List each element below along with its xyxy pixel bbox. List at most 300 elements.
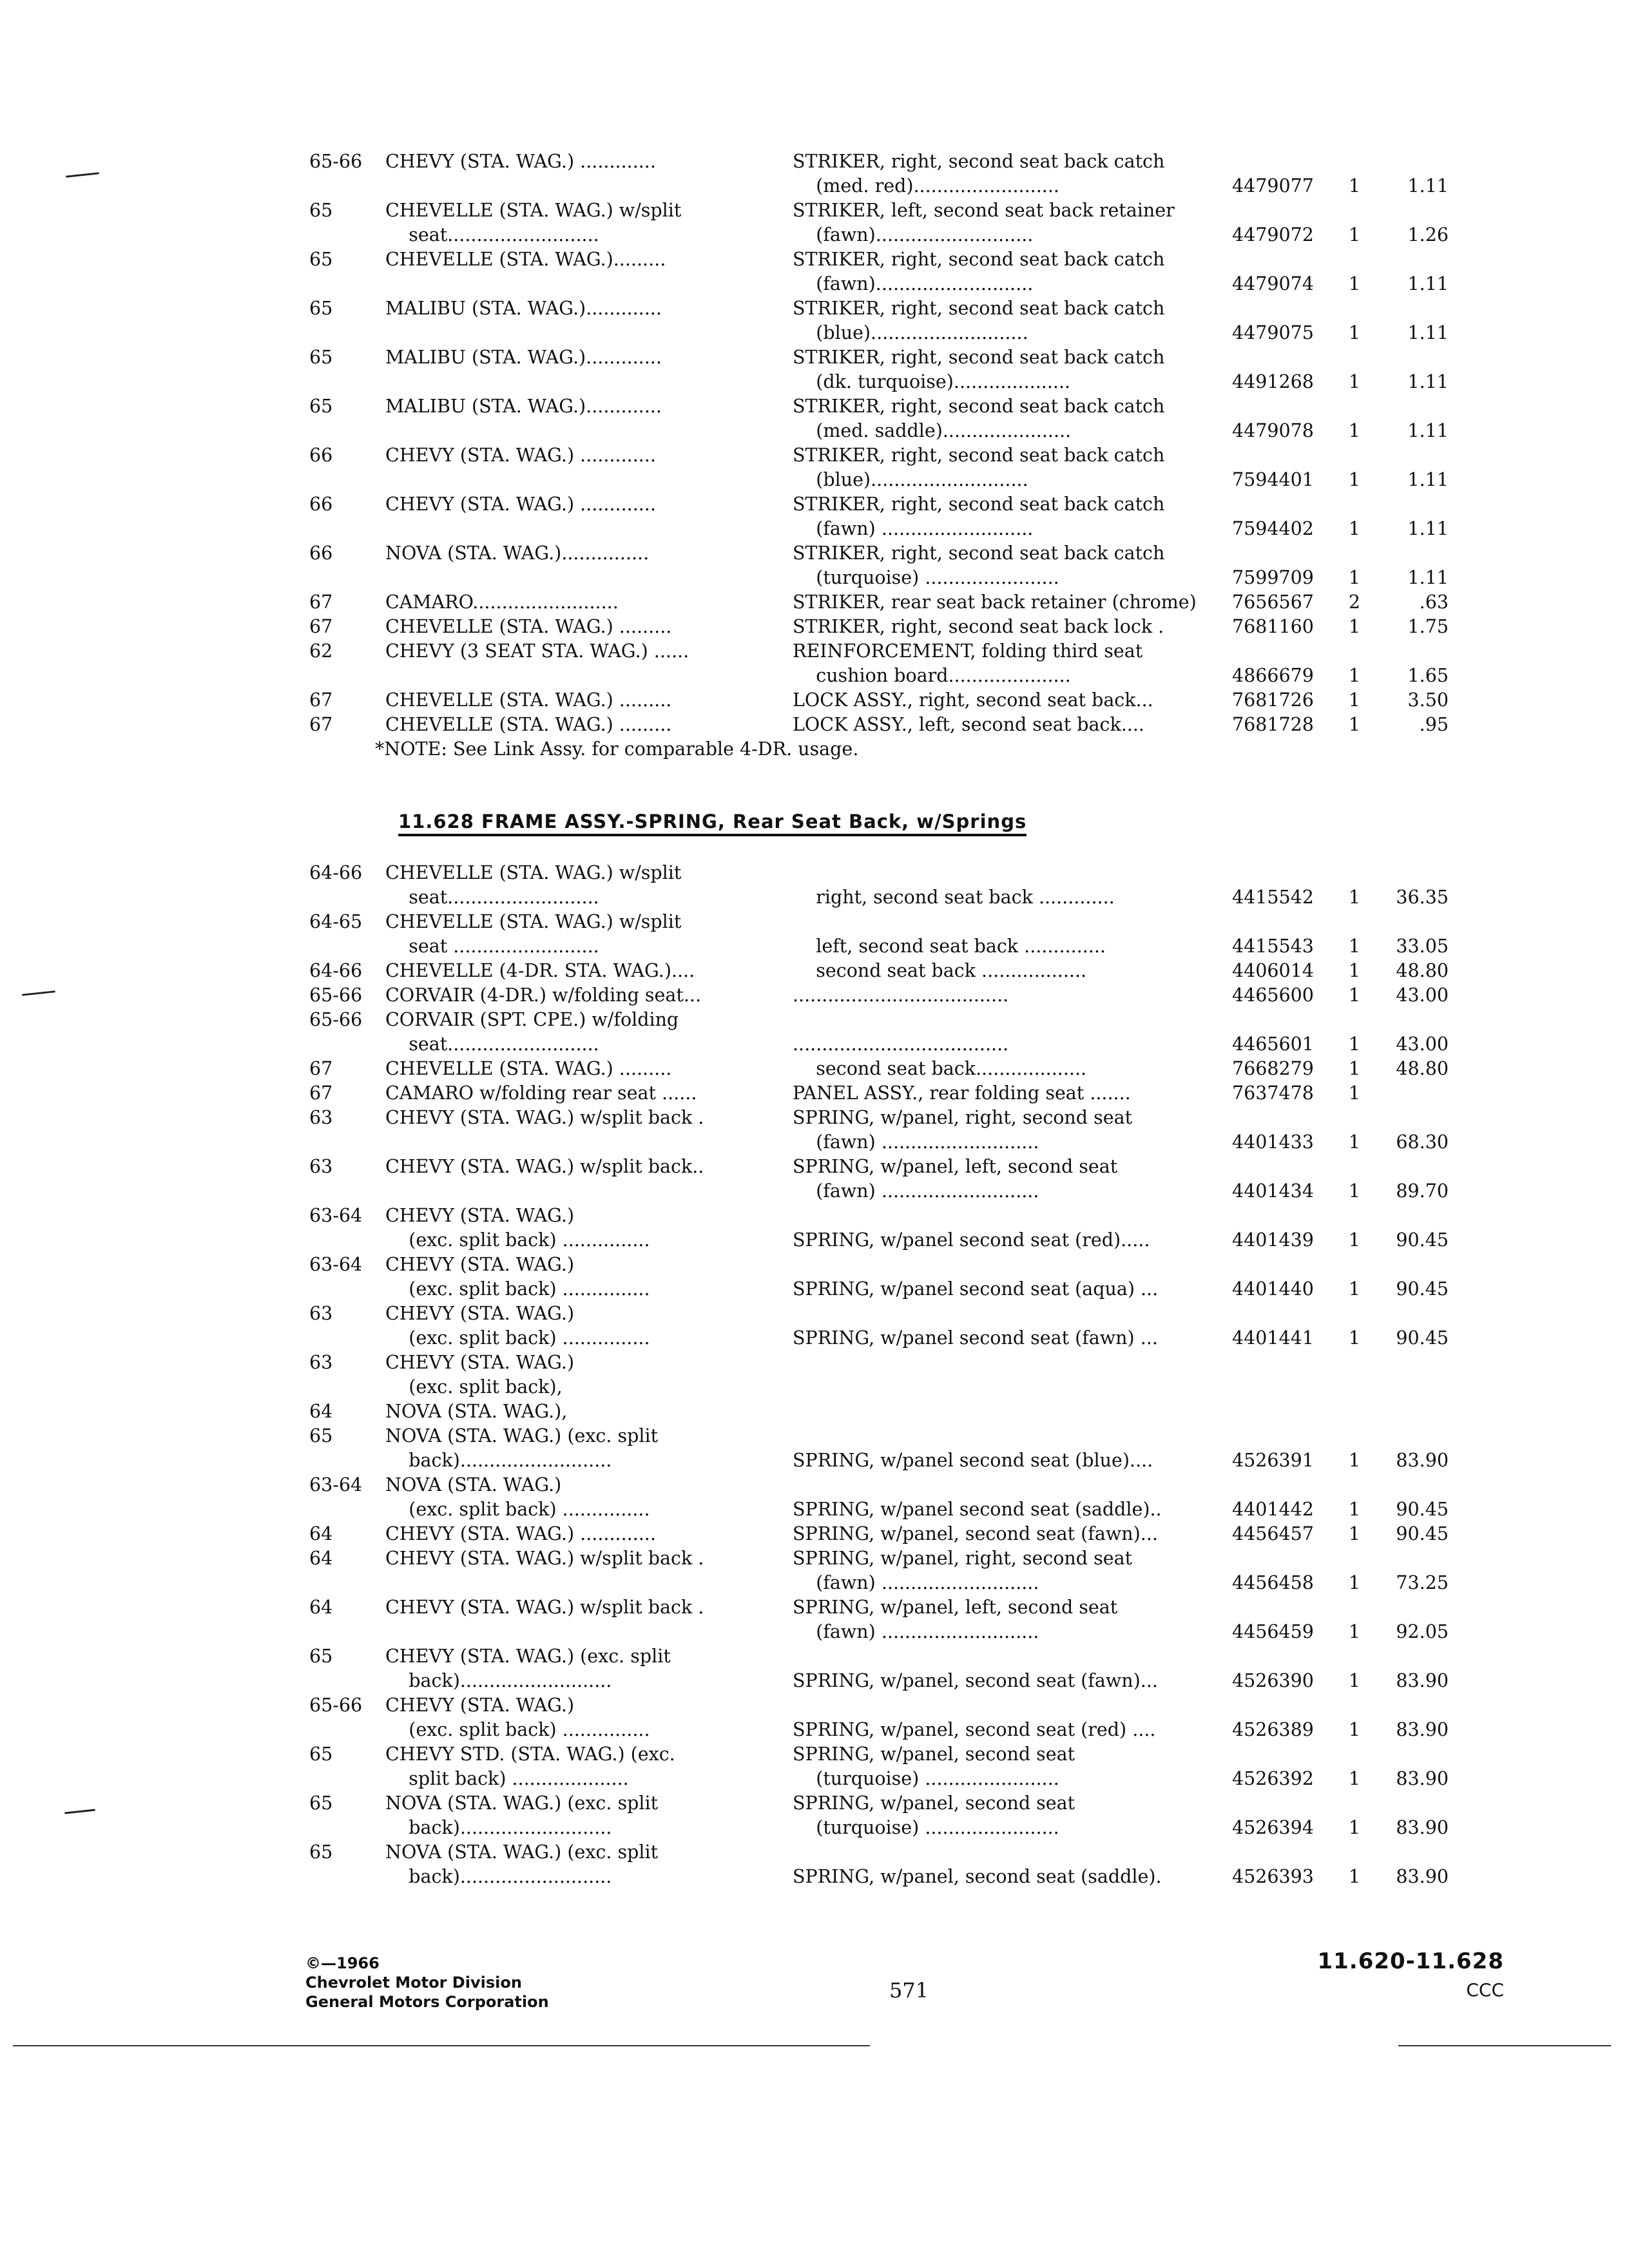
part-number: 4456457	[1232, 1523, 1314, 1544]
price: 83.90	[1396, 1768, 1449, 1789]
part-description: (fawn) ...........................	[793, 1572, 1039, 1593]
division-line: Chevrolet Motor Division	[305, 1974, 522, 1992]
model-name: back)..........................	[385, 1670, 612, 1691]
table-row	[308, 517, 1487, 541]
price: 3.50	[1407, 689, 1449, 711]
table-row	[308, 1693, 1487, 1718]
table-row	[308, 1644, 1487, 1669]
part-number: 4526393	[1232, 1866, 1314, 1887]
model-name: seat .........................	[385, 936, 599, 957]
part-number: 7594402	[1232, 518, 1314, 539]
price: 1.11	[1407, 322, 1449, 343]
model-year: 63-64	[309, 1254, 363, 1275]
table-row	[308, 223, 1487, 247]
table-row	[308, 1767, 1487, 1791]
quantity: 1	[1348, 689, 1361, 711]
table-row	[308, 1620, 1487, 1644]
model-year: 66	[309, 543, 333, 564]
price: 43.00	[1396, 1033, 1449, 1055]
model-name: (exc. split back) ...............	[385, 1719, 650, 1740]
parts-list-section-2	[308, 861, 1487, 1889]
model-year: 64	[309, 1401, 333, 1422]
quantity: 1	[1348, 371, 1361, 392]
table-row	[308, 1008, 1487, 1032]
table-row	[308, 1448, 1487, 1473]
model-year: 65-66	[309, 151, 363, 172]
part-description: (fawn)...........................	[793, 273, 1034, 294]
price: 90.45	[1396, 1499, 1449, 1520]
part-description: SPRING, w/panel, second seat (saddle).	[793, 1866, 1162, 1887]
model-year: 67	[309, 591, 333, 613]
price: 92.05	[1396, 1621, 1449, 1642]
table-row	[308, 394, 1487, 419]
model-name: (exc. split back) ...............	[385, 1278, 650, 1300]
part-description: SPRING, w/panel second seat (blue)....	[793, 1450, 1153, 1471]
margin-mark	[22, 990, 55, 995]
part-number: 4415542	[1232, 887, 1314, 908]
part-description: (fawn)...........................	[793, 224, 1034, 245]
model-year: 65	[309, 1425, 333, 1446]
table-row	[308, 1399, 1487, 1424]
model-year: 65	[309, 396, 333, 417]
price: 1.11	[1407, 273, 1449, 294]
part-description: STRIKER, right, second seat back catch	[793, 494, 1165, 515]
model-name: CHEVELLE (STA. WAG.) .........	[385, 616, 672, 637]
part-number: 4401434	[1232, 1180, 1314, 1202]
model-year: 63-64	[309, 1474, 363, 1495]
table-row	[308, 321, 1487, 345]
table-row	[308, 1326, 1487, 1350]
part-description: second seat back ..................	[793, 960, 1087, 981]
table-row	[308, 1791, 1487, 1816]
model-name: CHEVY (STA. WAG.) w/split back..	[385, 1156, 704, 1177]
part-number: 4456458	[1232, 1572, 1314, 1593]
part-description: (fawn) ...........................	[793, 1180, 1039, 1202]
model-name: CHEVY (STA. WAG.) .............	[385, 445, 656, 466]
part-description: SPRING, w/panel second seat (fawn) ...	[793, 1327, 1158, 1349]
quantity: 1	[1348, 1327, 1361, 1349]
model-year: 67	[309, 1058, 333, 1079]
part-description: (fawn) ..........................	[793, 518, 1034, 539]
price: 1.11	[1407, 469, 1449, 490]
table-row	[308, 174, 1487, 198]
table-row	[308, 296, 1487, 321]
model-year: 63	[309, 1303, 333, 1324]
part-description: SPRING, w/panel second seat (red).....	[793, 1229, 1150, 1251]
quantity: 1	[1348, 469, 1361, 490]
model-year: 67	[309, 616, 333, 637]
price: 1.11	[1407, 518, 1449, 539]
quantity: 1	[1348, 665, 1361, 686]
table-row	[308, 688, 1487, 713]
table-row	[308, 861, 1487, 885]
table-row	[308, 910, 1487, 934]
part-description: .....................................	[793, 1033, 1009, 1055]
part-number: 7681160	[1232, 616, 1314, 637]
part-number: 4479078	[1232, 420, 1314, 441]
model-name: CHEVELLE (STA. WAG.) w/split	[385, 862, 682, 883]
model-name: CHEVELLE (STA. WAG.) w/split	[385, 911, 682, 932]
table-row	[308, 1865, 1487, 1889]
model-name: CORVAIR (4-DR.) w/folding seat...	[385, 985, 701, 1006]
price: 1.26	[1407, 224, 1449, 245]
quantity: 1	[1348, 1058, 1361, 1079]
part-number: 4401441	[1232, 1327, 1314, 1349]
table-row	[308, 1522, 1487, 1546]
model-year: 63-64	[309, 1205, 363, 1226]
table-row	[308, 615, 1487, 639]
model-name: (exc. split back),	[385, 1376, 563, 1398]
margin-mark	[66, 172, 99, 177]
model-year: 65-66	[309, 1695, 363, 1716]
model-name: CHEVY (STA. WAG.)	[385, 1205, 575, 1226]
quantity: 1	[1348, 420, 1361, 441]
part-number: 4479072	[1232, 224, 1314, 245]
part-description: SPRING, w/panel, second seat	[793, 1744, 1075, 1765]
table-row	[308, 664, 1487, 688]
table-row	[308, 1424, 1487, 1448]
model-year: 64-66	[309, 862, 363, 883]
model-year: 65-66	[309, 985, 363, 1006]
price: .63	[1419, 591, 1449, 613]
model-year: 65	[309, 249, 333, 270]
model-year: 65	[309, 1646, 333, 1667]
quantity: 1	[1348, 224, 1361, 245]
model-name: CHEVELLE (STA. WAG.) .........	[385, 1058, 672, 1079]
price: 90.45	[1396, 1229, 1449, 1251]
model-name: MALIBU (STA. WAG.).............	[385, 347, 662, 368]
model-year: 67	[309, 689, 333, 711]
model-year: 62	[309, 640, 333, 662]
table-row	[308, 1057, 1487, 1081]
part-number: 4526394	[1232, 1817, 1314, 1838]
part-number: 4401442	[1232, 1499, 1314, 1520]
part-description: (turquoise) .......................	[793, 567, 1059, 588]
table-row	[308, 345, 1487, 370]
quantity: 2	[1348, 591, 1361, 613]
part-number: 4465600	[1232, 985, 1314, 1006]
quantity: 1	[1348, 616, 1361, 637]
model-name: back)..........................	[385, 1817, 612, 1838]
model-name: CHEVY (STA. WAG.)	[385, 1303, 575, 1324]
part-number: 4465601	[1232, 1033, 1314, 1055]
table-row	[308, 959, 1487, 983]
table-row	[308, 1742, 1487, 1767]
part-number: 4526390	[1232, 1670, 1314, 1691]
price: 1.11	[1407, 175, 1449, 197]
page-number: 571	[889, 1978, 929, 2003]
table-row	[308, 1473, 1487, 1497]
model-name: NOVA (STA. WAG.),	[385, 1401, 568, 1422]
price: 90.45	[1396, 1327, 1449, 1349]
model-name: NOVA (STA. WAG.)...............	[385, 543, 650, 564]
part-description: (med. saddle)......................	[793, 420, 1072, 441]
model-year: 65-66	[309, 1009, 363, 1030]
model-name: CHEVY (STA. WAG.) .............	[385, 494, 656, 515]
quantity: 1	[1348, 322, 1361, 343]
model-year: 64-65	[309, 911, 363, 932]
price: 90.45	[1396, 1523, 1449, 1544]
model-year: 65	[309, 347, 333, 368]
quantity: 1	[1348, 1229, 1361, 1251]
model-name: CHEVY (STA. WAG.) w/split back .	[385, 1548, 704, 1569]
table-row	[308, 370, 1487, 394]
part-description: SPRING, w/panel, second seat (fawn)...	[793, 1670, 1158, 1691]
model-year: 65	[309, 1841, 333, 1863]
part-number: 4456459	[1232, 1621, 1314, 1642]
price: 33.05	[1396, 936, 1449, 957]
model-year: 65	[309, 298, 333, 319]
model-name: CHEVY (3 SEAT STA. WAG.) ......	[385, 640, 689, 662]
part-description: SPRING, w/panel, left, second seat	[793, 1156, 1118, 1177]
part-description: (blue)...........................	[793, 322, 1028, 343]
model-name: CHEVELLE (4-DR. STA. WAG.)....	[385, 960, 695, 981]
part-description: STRIKER, right, second seat back catch	[793, 543, 1165, 564]
table-row	[308, 934, 1487, 959]
part-description: SPRING, w/panel second seat (saddle)..	[793, 1499, 1162, 1520]
model-name: CHEVELLE (STA. WAG.) w/split	[385, 200, 682, 221]
price: 1.75	[1407, 616, 1449, 637]
table-row	[308, 149, 1487, 174]
price: 48.80	[1396, 960, 1449, 981]
part-number: 7681728	[1232, 714, 1314, 735]
part-description: STRIKER, right, second seat back lock .	[793, 616, 1164, 637]
model-name: CHEVELLE (STA. WAG.) .........	[385, 714, 672, 735]
quantity: 1	[1348, 1572, 1361, 1593]
model-name: CHEVY (STA. WAG.) .............	[385, 1523, 656, 1544]
part-description: STRIKER, right, second seat back catch	[793, 445, 1165, 466]
model-name: back)..........................	[385, 1450, 612, 1471]
quantity: 1	[1348, 1768, 1361, 1789]
table-row	[308, 1081, 1487, 1106]
model-year: 66	[309, 494, 333, 515]
model-name: CHEVY (STA. WAG.)	[385, 1254, 575, 1275]
table-row	[308, 590, 1487, 615]
model-name: CHEVY (STA. WAG.) (exc. split	[385, 1646, 671, 1667]
table-row	[308, 983, 1487, 1008]
model-year: 63	[309, 1352, 333, 1373]
part-description: SPRING, w/panel, right, second seat	[793, 1107, 1133, 1128]
part-number: 4401439	[1232, 1229, 1314, 1251]
table-row	[308, 1840, 1487, 1865]
table-row	[308, 1350, 1487, 1375]
model-name: NOVA (STA. WAG.) (exc. split	[385, 1425, 659, 1446]
price: 36.35	[1396, 887, 1449, 908]
quantity: 1	[1348, 1719, 1361, 1740]
table-row	[308, 1669, 1487, 1693]
quantity: 1	[1348, 1621, 1361, 1642]
part-description: cushion board.....................	[793, 665, 1071, 686]
part-description: second seat back...................	[793, 1058, 1087, 1079]
part-number: 4491268	[1232, 371, 1314, 392]
quantity: 1	[1348, 936, 1361, 957]
parts-list-section-1	[308, 149, 1487, 762]
model-name: CAMARO.........................	[385, 591, 619, 613]
model-name: MALIBU (STA. WAG.).............	[385, 298, 662, 319]
model-name: CHEVY (STA. WAG.) w/split back .	[385, 1597, 704, 1618]
price: 1.11	[1407, 420, 1449, 441]
part-description: SPRING, w/panel, left, second seat	[793, 1597, 1118, 1618]
table-row	[308, 443, 1487, 468]
table-row	[308, 468, 1487, 492]
quantity: 1	[1348, 1278, 1361, 1300]
part-description: (dk. turquoise)....................	[793, 371, 1071, 392]
model-year: 64	[309, 1523, 333, 1544]
table-row	[308, 1816, 1487, 1840]
part-description: STRIKER, right, second seat back catch	[793, 298, 1165, 319]
part-description: STRIKER, right, second seat back catch	[793, 396, 1165, 417]
part-number: 4401433	[1232, 1131, 1314, 1153]
model-name: NOVA (STA. WAG.) (exc. split	[385, 1841, 659, 1863]
price: 83.90	[1396, 1719, 1449, 1740]
part-description: (turquoise) .......................	[793, 1768, 1059, 1789]
part-description: left, second seat back ..............	[793, 936, 1106, 957]
model-name: CHEVELLE (STA. WAG.) .........	[385, 689, 672, 711]
quantity: 1	[1348, 887, 1361, 908]
price: 48.80	[1396, 1058, 1449, 1079]
model-name: NOVA (STA. WAG.)	[385, 1474, 562, 1495]
model-year: 63	[309, 1107, 333, 1128]
footer-rule-right	[1398, 2045, 1611, 2046]
part-description: STRIKER, rear seat back retainer (chrome)	[793, 591, 1197, 613]
model-year: 65	[309, 1744, 333, 1765]
table-row	[308, 1155, 1487, 1179]
table-row	[308, 198, 1487, 223]
model-year: 67	[309, 1082, 333, 1104]
quantity: 1	[1348, 1670, 1361, 1691]
part-number: 7594401	[1232, 469, 1314, 490]
model-name: MALIBU (STA. WAG.).............	[385, 396, 662, 417]
model-name: CORVAIR (SPT. CPE.) w/folding	[385, 1009, 679, 1030]
table-row	[308, 541, 1487, 566]
part-description: right, second seat back .............	[793, 887, 1115, 908]
part-description: (med. red).........................	[793, 175, 1059, 197]
table-row	[308, 1571, 1487, 1595]
model-year: 67	[309, 714, 333, 735]
table-row	[308, 1032, 1487, 1057]
table-row	[308, 1130, 1487, 1155]
part-description: SPRING, w/panel, right, second seat	[793, 1548, 1133, 1569]
price: 1.11	[1407, 567, 1449, 588]
quantity: 1	[1348, 1082, 1361, 1104]
price: 68.30	[1396, 1131, 1449, 1153]
table-row	[308, 419, 1487, 443]
part-number: 4479075	[1232, 322, 1314, 343]
model-name: CHEVY (STA. WAG.)	[385, 1695, 575, 1716]
quantity: 1	[1348, 960, 1361, 981]
part-number: 4479077	[1232, 175, 1314, 197]
part-number: 4415543	[1232, 936, 1314, 957]
table-row	[308, 885, 1487, 910]
part-number: 7668279	[1232, 1058, 1314, 1079]
part-description: STRIKER, left, second seat back retainer	[793, 200, 1175, 221]
table-row	[308, 1546, 1487, 1571]
part-number: 4401440	[1232, 1278, 1314, 1300]
part-description: (fawn) ...........................	[793, 1621, 1039, 1642]
part-description: STRIKER, right, second seat back catch	[793, 151, 1165, 172]
part-number: 4526392	[1232, 1768, 1314, 1789]
part-description: SPRING, w/panel, second seat (red) ....	[793, 1719, 1156, 1740]
part-number: 4526389	[1232, 1719, 1314, 1740]
table-row	[308, 1228, 1487, 1253]
model-year: 65	[309, 1792, 333, 1814]
quantity: 1	[1348, 518, 1361, 539]
price: 83.90	[1396, 1670, 1449, 1691]
part-description: SPRING, w/panel second seat (aqua) ...	[793, 1278, 1159, 1300]
part-description: PANEL ASSY., rear folding seat .......	[793, 1082, 1131, 1104]
table-row	[308, 1375, 1487, 1399]
quantity: 1	[1348, 1450, 1361, 1471]
part-description: STRIKER, right, second seat back catch	[793, 347, 1165, 368]
part-description: (fawn) ...........................	[793, 1131, 1039, 1153]
table-row	[308, 1179, 1487, 1204]
price: 83.90	[1396, 1866, 1449, 1887]
table-row	[308, 1253, 1487, 1277]
margin-mark	[64, 1809, 95, 1814]
part-description: LOCK ASSY., left, second seat back....	[793, 714, 1144, 735]
model-name: seat..........................	[385, 1033, 599, 1055]
table-row	[308, 1718, 1487, 1742]
part-number: 4479074	[1232, 273, 1314, 294]
part-description: (turquoise) .......................	[793, 1817, 1059, 1838]
model-name: CHEVY (STA. WAG.) .............	[385, 151, 656, 172]
quantity: 1	[1348, 985, 1361, 1006]
model-name: CAMARO w/folding rear seat ......	[385, 1082, 697, 1104]
quantity: 1	[1348, 1033, 1361, 1055]
price: 89.70	[1396, 1180, 1449, 1202]
quantity: 1	[1348, 273, 1361, 294]
quantity: 1	[1348, 1817, 1361, 1838]
price: 83.90	[1396, 1450, 1449, 1471]
model-name: (exc. split back) ...............	[385, 1499, 650, 1520]
part-description: SPRING, w/panel, second seat (fawn)...	[793, 1523, 1158, 1544]
model-name: seat..........................	[385, 887, 599, 908]
model-year: 64	[309, 1548, 333, 1569]
part-number: 4406014	[1232, 960, 1314, 981]
table-row	[308, 566, 1487, 590]
table-row	[308, 247, 1487, 272]
table-row	[308, 1204, 1487, 1228]
price: 43.00	[1396, 985, 1449, 1006]
model-year: 64	[309, 1597, 333, 1618]
price: 73.25	[1396, 1572, 1449, 1593]
model-year: 65	[309, 200, 333, 221]
model-name: seat..........................	[385, 224, 599, 245]
part-number: 4866679	[1232, 665, 1314, 686]
model-year: 63	[309, 1156, 333, 1177]
quantity: 1	[1348, 175, 1361, 197]
part-description: SPRING, w/panel, second seat	[793, 1792, 1075, 1814]
quantity: 1	[1348, 1866, 1361, 1887]
price: .95	[1419, 714, 1449, 735]
quantity: 1	[1348, 1131, 1361, 1153]
table-row	[308, 1302, 1487, 1326]
quantity: 1	[1348, 714, 1361, 735]
quantity: 1	[1348, 1523, 1361, 1544]
part-description: LOCK ASSY., right, second seat back...	[793, 689, 1153, 711]
table-row	[308, 639, 1487, 664]
table-row	[308, 1497, 1487, 1522]
table-row	[308, 1106, 1487, 1130]
model-name: CHEVELLE (STA. WAG.).........	[385, 249, 666, 270]
quantity: 1	[1348, 1499, 1361, 1520]
quantity: 1	[1348, 567, 1361, 588]
part-number: 7637478	[1232, 1082, 1314, 1104]
footnote: *NOTE: See Link Assy. for comparable 4-DR. usage.	[375, 738, 859, 760]
model-year: 66	[309, 445, 333, 466]
model-name: split back) ....................	[385, 1768, 629, 1789]
code-suffix: CCC	[1466, 1979, 1504, 2001]
